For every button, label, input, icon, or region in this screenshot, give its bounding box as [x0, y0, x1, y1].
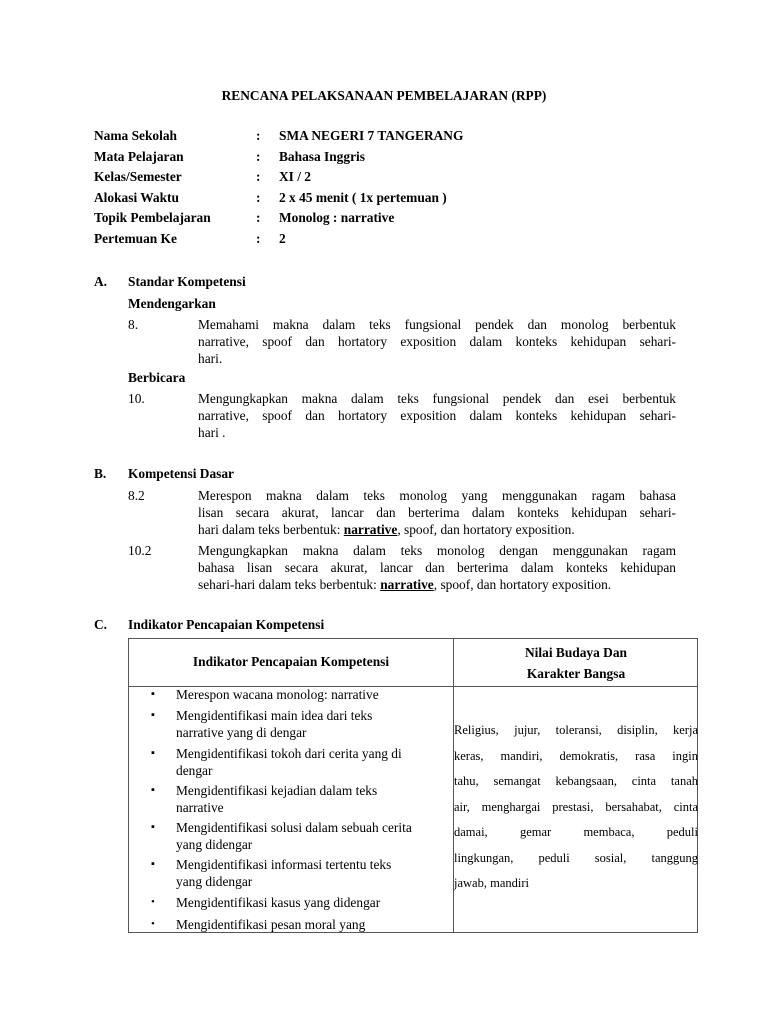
text-line: keras, mandiri, demokratis, rasa ingin	[454, 748, 698, 763]
subheading-berbicara: Berbicara	[128, 370, 186, 385]
indicator-text: Mengidentifikasi kejadian dalam teks narrative	[176, 783, 378, 815]
bullet-icon: ▪	[151, 821, 155, 833]
text-line: narrative, spoof dan hortatory exposition dalam konteks kehidupan sehari-	[198, 408, 676, 423]
item-number: 10.2	[128, 543, 152, 558]
text-line: hari.	[198, 351, 223, 366]
table-header-indicator: Indikator Pencapaian Kompetensi	[192, 654, 390, 669]
text-line: tahu, semangat kebangsaan, cinta tanah	[454, 774, 698, 788]
text-run: sehari-hari dalam teks berbentuk:	[198, 577, 381, 592]
text-line: damai, gemar membaca, peduli	[454, 825, 698, 839]
indicator-text: Mengidentifikasi tokoh dari cerita yang di dengar	[176, 746, 402, 778]
text-line: air, menghargai prestasi, bersahabat, cinta	[454, 799, 698, 814]
item-number: 10.	[128, 391, 145, 406]
item-number: 8.2	[128, 488, 145, 503]
text-line: bahasa lisan secara akurat, lancar dan berterima dalam konteks kehidupan	[198, 560, 676, 575]
text-line: Mengungkapkan makna dalam teks fungsional pendek dan esei berbentuk	[198, 391, 676, 406]
text-line: Merespon makna dalam teks monolog yang menggunakan ragam bahasa	[198, 488, 676, 503]
identity-value: 2 x 45 menit ( 1x pertemuan )	[279, 189, 447, 205]
text-line: Mengungkapkan makna dalam teks monolog dengan menggunakan ragam	[198, 543, 676, 558]
section-a-title: Standar Kompetensi	[128, 274, 246, 289]
bullet-icon: ▪	[151, 784, 155, 796]
bullet-icon: ▪	[151, 858, 155, 870]
identity-value: SMA NEGERI 7 TANGERANG	[279, 128, 464, 143]
text-line	[198, 521, 676, 538]
indicator-text: Mengidentifikasi main idea dari teks narrative yang di dengar	[176, 708, 373, 740]
basic-competence-text	[198, 487, 676, 538]
basic-competence-text	[198, 542, 676, 593]
text-line: Memahami makna dalam teks fungsional pendek dan monolog berbentuk	[198, 317, 676, 332]
identity-label: Mata Pelajaran	[94, 148, 184, 164]
identity-colon: :	[256, 189, 261, 205]
section-b-letter: B.	[94, 466, 107, 481]
table-header-values-line1: Nilai Budaya Dan	[525, 645, 627, 660]
bullet-icon: •	[151, 918, 155, 930]
identity-label: Kelas/Semester	[94, 169, 182, 184]
section-c-title: Indikator Pencapaian Kompetensi	[128, 617, 325, 632]
text-line: lingkungan, peduli sosial, tanggung	[454, 850, 698, 865]
section-c-letter: C.	[94, 617, 108, 632]
text-line: Religius, jujur, toleransi, disiplin, kerja	[454, 723, 698, 737]
identity-value: 2	[279, 230, 286, 246]
character-values-text	[454, 718, 698, 897]
identity-label: Topik Pembelajaran	[94, 210, 211, 225]
section-b-title: Kompetensi Dasar	[128, 466, 235, 481]
identity-colon: :	[256, 148, 261, 164]
identity-colon: :	[256, 230, 261, 246]
indicator-text: Mengidentifikasi informasi tertentu teks yang didengar	[176, 857, 392, 889]
identity-colon: :	[256, 210, 261, 225]
identity-value: Bahasa Inggris	[279, 148, 365, 164]
text-line: hari .	[198, 425, 226, 440]
bullet-icon: ▪	[151, 747, 155, 759]
text-run: hari dalam teks berbentuk:	[198, 522, 344, 537]
text-line	[198, 576, 676, 593]
text-line: narrative, spoof dan hortatory exposition dalam konteks kehidupan sehari-	[198, 334, 676, 349]
indicator-table	[128, 638, 698, 933]
identity-label: Alokasi Waktu	[94, 189, 179, 205]
text-line: jawab, mandiri	[454, 876, 529, 890]
indicator-text: Mengidentifikasi kasus yang didengar	[176, 895, 381, 910]
subheading-mendengarkan: Mendengarkan	[128, 296, 216, 311]
indicator-text: Mengidentifikasi pesan moral yang	[176, 917, 366, 932]
identity-value: Monolog : narrative	[279, 210, 395, 225]
bullet-icon: ▪	[151, 709, 155, 721]
competence-text	[198, 390, 676, 441]
table-header-values-line2: Karakter Bangsa	[526, 666, 626, 681]
section-a-letter: A.	[94, 274, 108, 289]
item-number: 8.	[128, 317, 139, 332]
competence-text	[198, 316, 676, 367]
identity-label: Nama Sekolah	[94, 128, 177, 143]
emphasized-genre: narrative	[343, 522, 398, 537]
identity-colon: :	[256, 128, 261, 143]
document-title: RENCANA PELAKSANAAN PEMBELAJARAN (RPP)	[221, 88, 547, 103]
bullet-icon: •	[151, 896, 155, 908]
indicator-text: Mengidentifikasi solusi dalam sebuah cerita yang didengar	[176, 820, 412, 852]
text-line: lisan secara akurat, lancar dan berterima dalam konteks kehidupan sehari-	[198, 505, 676, 520]
identity-label: Pertemuan Ke	[94, 230, 177, 246]
emphasized-genre: narrative	[380, 577, 434, 592]
text-run: , spoof, dan hortatory exposition.	[397, 522, 575, 537]
identity-colon: :	[256, 169, 261, 184]
indicator-text: Merespon wacana monolog: narrative	[176, 687, 379, 702]
text-run: , spoof, dan hortatory exposition.	[433, 577, 612, 592]
bullet-icon: ▪	[151, 688, 155, 700]
identity-value: XI / 2	[279, 169, 311, 184]
